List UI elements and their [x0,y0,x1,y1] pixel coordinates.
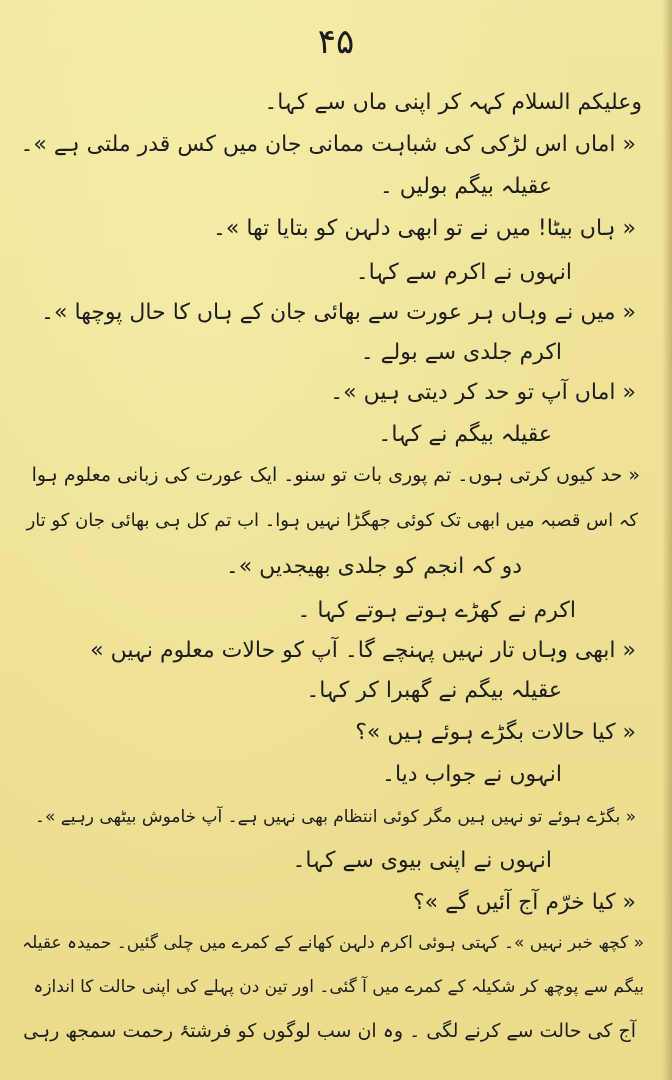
text-line: « کیا خرّم آج آئیں گے »؟ [412,890,636,915]
text-line: دو کہ انجم کو جلدی بھیجدیں »۔ [225,554,522,579]
text-line: « ہاں بیٹا! میں نے تو ابھی دلہن کو بتایا تھا »۔ [212,216,636,241]
text-line: آج کی حالت سے کرنے لگی ۔ وہ ان سب لوگوں کو فرشتۂ رحمت سمجھ رہی [23,1020,636,1042]
text-line: کہ اس قصبہ میں ابھی تک کوئی جھگڑا نہیں ہوا۔ اب تم کل ہی بھائی جان کو تار [26,510,638,531]
text-line: انہوں نے اکرم سے کہا۔ [355,260,572,285]
text-line: « کیا حالات بگڑے ہوئے ہیں »؟ [355,720,636,745]
text-line: عقیلہ بیگم بولیں ۔ [379,174,552,199]
text-line: بیگم سے پوچھ کر شکیلہ کے کمرے میں آ گئی۔ اور تین دن پہلے کی اپنی حالت کا اندازہ [33,977,644,997]
text-line: وعلیکم السلام کہہ کر اپنی ماں سے کہا۔ [264,90,642,115]
text-line: اکرم نے کھڑے ہوتے ہوتے کہا ۔ [297,598,576,623]
text-line: « میں نے وہاں ہر عورت سے بھائی جان کے ہاں کا حال پوچھا »۔ [41,300,636,325]
text-line: انہوں نے اپنی بیوی سے کہا۔ [292,848,552,873]
text-line: عقیلہ بیگم نے گھبرا کر کہا۔ [306,678,562,703]
page-number: ۴۵ [317,22,355,62]
text-line: « حد کیوں کرتی ہوں۔ تم پوری بات تو سنو۔ ایک عورت کی زبانی معلوم ہوا [31,464,640,486]
text-line: « ابھی وہاں تار نہیں پہنچے گا۔ آپ کو حالات معلوم نہیں » [90,638,636,663]
text-line: « بگڑے ہوئے تو نہیں ہیں مگر کوئی انتظام بھی نہیں ہے۔ آپ خاموش بیٹھی رہیے »۔ [34,807,636,827]
text-line: عقیلہ بیگم نے کہا۔ [378,422,552,447]
text-line: « اماں اس لڑکی کی شباہت ممانی جان میں کس قدر ملتی ہے »۔ [20,132,636,157]
text-line: انہوں نے جواب دیا۔ [382,762,562,787]
text-line: « اماں آپ تو حد کر دیتی ہیں »۔ [330,380,636,405]
text-line: اکرم جلدی سے بولے ۔ [360,340,562,365]
text-line: « کچھ خبر نہیں »۔ کہتی ہوئی اکرم دلہن کھانے کے کمرے میں چلی گئیں۔ حمیدہ عقیلہ [22,933,644,953]
